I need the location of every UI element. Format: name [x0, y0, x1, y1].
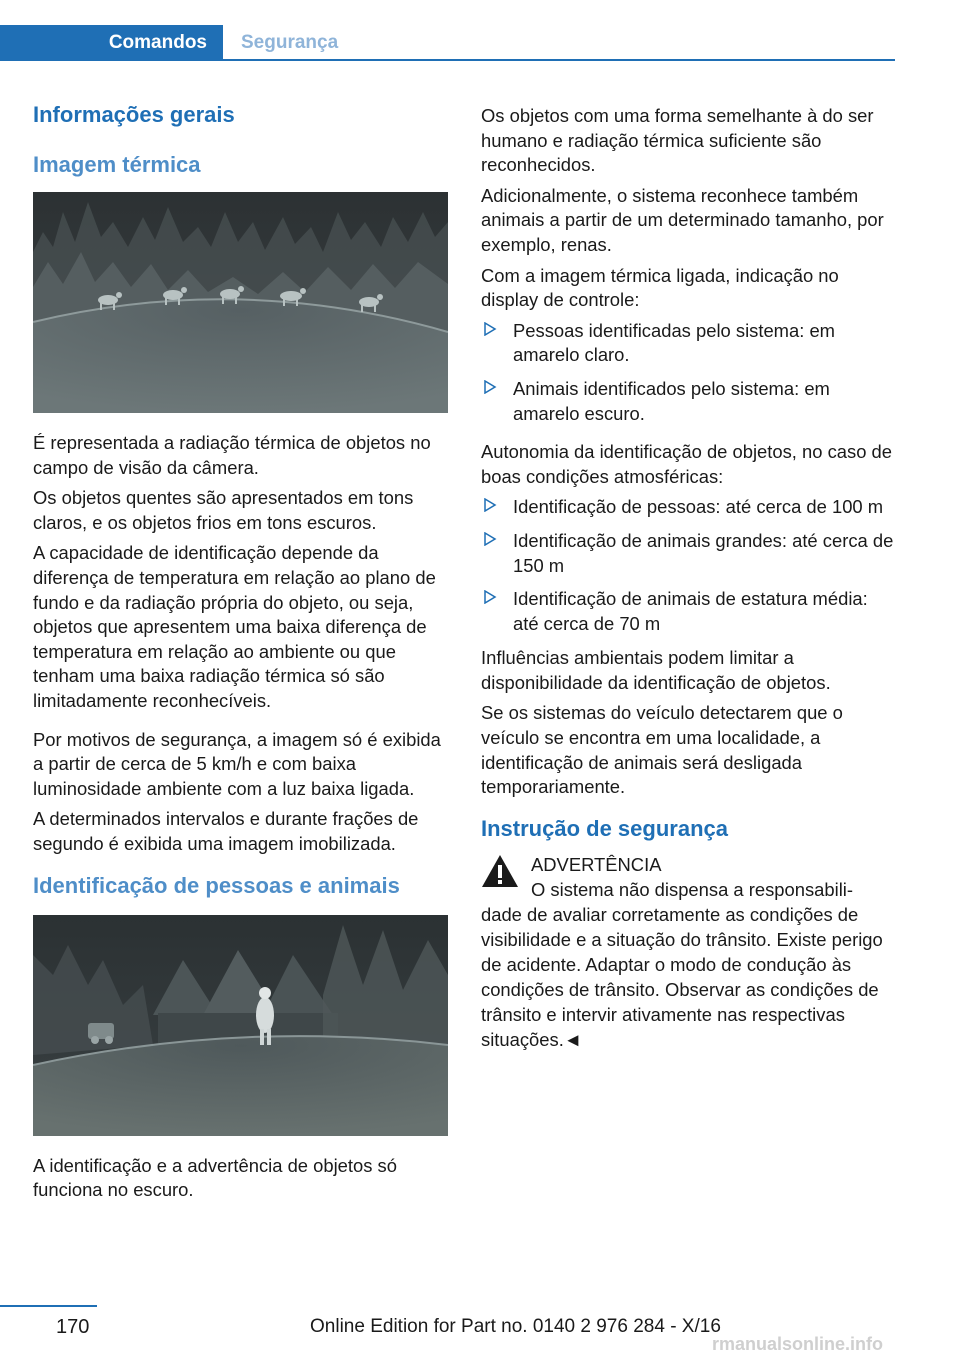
- heading-thermal-image: Imagem térmica: [33, 152, 201, 177]
- footer-rule: [0, 1305, 97, 1307]
- thermal-image-animals: [33, 192, 448, 413]
- bullet-list-range: [481, 495, 897, 636]
- heading-identification: Identificação de pessoas e animais: [33, 872, 400, 898]
- heading-safety: Instrução de segurança: [481, 815, 728, 841]
- triangle-bullet-icon: [483, 380, 497, 394]
- paragraph: Adicionalmente, o sistema reconhece também animais a partir de um determinado tamanho, por exemplo, renas.: [481, 184, 884, 255]
- right-column: [481, 104, 897, 1052]
- paragraph: A identificação e a advertência de objetos só funciona no escuro.: [33, 1154, 397, 1201]
- list-item-text: Animais identificados pelo sistema: em amarelo escuro.: [513, 377, 830, 424]
- triangle-bullet-icon: [483, 498, 497, 512]
- watermark: rmanualsonline.info: [712, 1334, 884, 1354]
- triangle-bullet-icon: [483, 532, 497, 546]
- list-item-text: Pessoas identificadas pelo sistema: em amarelo claro.: [513, 319, 835, 366]
- paragraph: Influências ambientais podem limitar a disponibilidade da identificação de objetos.: [481, 647, 831, 693]
- list-item-text: Identificação de pessoas: até cerca de 100 m: [513, 496, 884, 518]
- list-item: [481, 587, 897, 636]
- list-item: [481, 495, 897, 520]
- paragraph: A capacidade de identificação depende da diferença de temperatura em relação ao plano de fundo e da radiação própria do objeto, ou seja, objetos que apresentem uma baixa diferença de temperatura em relação ao ambiente ou que tenham uma baixa radiação térmica só são limitadamente reconhecíveis.: [33, 542, 436, 711]
- warning-triangle-icon: [481, 854, 519, 888]
- thermal-image-pedestrian: [33, 915, 448, 1136]
- tab-comandos[interactable]: Comandos: [0, 25, 223, 61]
- paragraph: É representada a radiação térmica de objetos no campo de visão da câmera.: [33, 432, 431, 478]
- warning-text-first: O sistema não dispensa a responsabili-: [531, 878, 854, 900]
- tab-seguranca[interactable]: Segurança: [241, 32, 339, 53]
- list-item: [481, 377, 897, 426]
- paragraph: Os objetos com uma forma semelhante à do ser humano e radiação térmica suficiente são reconhecidos.: [481, 105, 874, 176]
- paragraph: Se os sistemas do veículo detectarem que o veículo se encontra em uma localidade, a identificação de animais será desligada temporariamente.: [481, 702, 843, 798]
- list-item-text: Identificação de animais grandes: até cerca de 150 m: [513, 529, 894, 576]
- warning-text: dade de avaliar corretamente as condições de visibilidade e a situação do trânsito. Existe perigo de acidente. Adaptar o modo de condução às condições de trânsito. Observar as condições de trânsito e intervir ativamente nas respectivas situações.◄: [481, 903, 883, 1050]
- triangle-bullet-icon: [483, 590, 497, 604]
- warning-title: ADVERTÊNCIA: [531, 853, 662, 875]
- list-item: [481, 529, 897, 578]
- triangle-bullet-icon: [483, 322, 497, 336]
- list-item: [481, 319, 897, 368]
- tab-bar: [0, 25, 895, 61]
- list-item-text: Identificação de animais de estatura média: até cerca de 70 m: [513, 588, 868, 634]
- paragraph: Por motivos de segurança, a imagem só é exibida a partir de cerca de 5 km/h e com baixa luminosidade ambiente com a luz baixa ligada.: [33, 728, 441, 799]
- page-number: 170: [56, 1316, 90, 1338]
- bullet-list-display: [481, 319, 897, 426]
- left-column: [33, 100, 449, 1209]
- edition-note: Online Edition for Part no. 0140 2 976 284 - X/16: [310, 1316, 721, 1337]
- heading-general-info: Informações gerais: [33, 102, 235, 127]
- paragraph: A determinados intervalos e durante frações de segundo é exibida uma imagem imobilizada.: [33, 808, 419, 854]
- paragraph: Os objetos quentes são apresentados em tons claros, e os objetos frios em tons escuros.: [33, 487, 414, 533]
- paragraph: Autonomia da identificação de objetos, no caso de boas condições atmosféricas:: [481, 441, 893, 487]
- paragraph: Com a imagem térmica ligada, indicação no display de controle:: [481, 264, 839, 311]
- warning-block: [481, 852, 897, 1052]
